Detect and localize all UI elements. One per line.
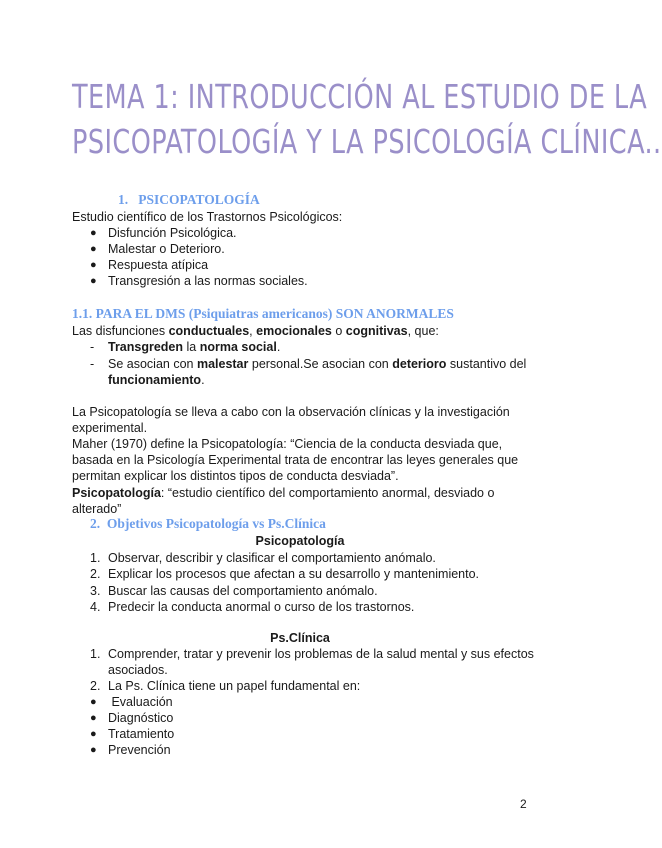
list-item: Diagnóstico — [108, 711, 174, 725]
section-1-1-intro — [72, 323, 439, 339]
subheading: Ps.Clínica — [270, 631, 330, 645]
bold-run: deterioro — [392, 357, 447, 371]
section-2-title: Objetivos Psicopatología vs Ps.Clínica — [106, 516, 326, 531]
bold-run: emocionales — [256, 324, 332, 338]
bold-run: cognitivas — [345, 324, 408, 338]
list-item: Buscar las causas del comportamiento anómalo. — [108, 584, 378, 598]
list-item-continuation — [108, 372, 205, 388]
list-item: Observar, describir y clasificar el comportamiento anómalo. — [108, 551, 436, 565]
page-number: 2 — [520, 797, 527, 811]
paragraph-line: La Psicopatología se lleva a cabo con la observación clínicas y la investigación — [72, 405, 510, 419]
section-1-1-heading: 1.1. PARA EL DMS (Psiquiatras americanos) SON ANORMALES — [72, 306, 454, 321]
dash-mark: - — [90, 340, 95, 354]
section-2-number: 2. — [90, 516, 101, 531]
bullet-mark: ● — [90, 696, 97, 708]
text-run: sustantivo del — [446, 357, 527, 371]
text-run: , que: — [407, 324, 439, 338]
list-number: 2. — [90, 679, 101, 693]
paragraph-line: experimental. — [72, 421, 148, 435]
bold-run: funcionamiento — [108, 373, 202, 387]
list-item: Explicar los procesos que afectan a su desarrollo y mantenimiento. — [108, 567, 480, 581]
bullet-mark: ● — [90, 259, 97, 271]
text-run: Se asocian con — [108, 357, 197, 371]
list-item: Respuesta atípica — [108, 258, 209, 272]
list-number: 4. — [90, 600, 101, 614]
text-run: . — [276, 340, 281, 354]
list-item: Predecir la conducta anormal o curso de los trastornos. — [108, 600, 415, 614]
text-run: . — [201, 373, 205, 387]
list-number: 2. — [90, 567, 101, 581]
bullet-mark: ● — [90, 275, 97, 287]
paragraph-line: alterado” — [72, 502, 122, 516]
dash-mark: - — [90, 357, 95, 371]
section-1-number: 1. — [118, 192, 129, 207]
list-item-continuation: asociados. — [108, 663, 168, 677]
text-run: personal.Se asocian con — [248, 357, 393, 371]
text-run: , — [249, 324, 257, 338]
bullet-mark: ● — [90, 728, 97, 740]
list-item: Transgresión a las normas sociales. — [108, 274, 308, 288]
text-run: : “estudio científico del comportamiento anormal, desviado o — [160, 486, 495, 500]
list-item: Disfunción Psicológica. — [108, 226, 237, 240]
bold-run: malestar — [196, 357, 249, 371]
paragraph-line: basada en la Psicología Experimental trata de encontrar las leyes generales que — [72, 453, 519, 467]
paragraph-line: Maher (1970) define la Psicopatología: “Ciencia de la conducta desviada que, — [72, 437, 503, 451]
title-line-1: TEMA 1: INTRODUCCIÓN AL ESTUDIO DE LA — [72, 77, 648, 116]
section-2-heading — [90, 516, 326, 532]
text-run: Las disfunciones — [72, 324, 169, 338]
subheading: Psicopatología — [255, 534, 345, 548]
list-item — [108, 356, 526, 372]
bullet-mark: ● — [90, 243, 97, 255]
section-1-intro: Estudio científico de los Trastornos Psicológicos: — [72, 210, 343, 224]
list-item: Tratamiento — [108, 727, 175, 741]
bold-run: conductuales — [168, 324, 250, 338]
list-item — [108, 339, 280, 355]
bullet-mark: ● — [90, 744, 97, 756]
list-number: 3. — [90, 584, 101, 598]
list-item: La Ps. Clínica tiene un papel fundamental en: — [108, 679, 361, 693]
document-title — [72, 74, 662, 164]
list-item: Malestar o Deterioro. — [108, 242, 225, 256]
list-number: 1. — [90, 551, 101, 565]
list-item: Comprender, tratar y prevenir los problemas de la salud mental y sus efectos — [108, 647, 534, 661]
paragraph-line: permitan explicar los distintos tipos de conducta desviada”. — [72, 469, 399, 483]
list-item: Prevención — [108, 743, 171, 757]
bullet-mark: ● — [90, 712, 97, 724]
section-1-title: PSICOPATOLOGÍA — [138, 192, 260, 207]
paragraph-line — [72, 485, 494, 501]
text-run: la — [183, 340, 200, 354]
title-line-2: PSICOPATOLOGÍA Y LA PSICOLOGÍA CLÍNICA.. — [72, 122, 662, 161]
list-number: 1. — [90, 647, 101, 661]
bullet-mark: ● — [90, 227, 97, 239]
bold-run: Psicopatología — [72, 486, 161, 500]
section-1-heading — [118, 192, 260, 208]
list-item: Evaluación — [108, 695, 173, 709]
text-run: o — [331, 324, 346, 338]
bold-run: Transgreden — [108, 340, 184, 354]
bold-run: norma social — [199, 340, 277, 354]
